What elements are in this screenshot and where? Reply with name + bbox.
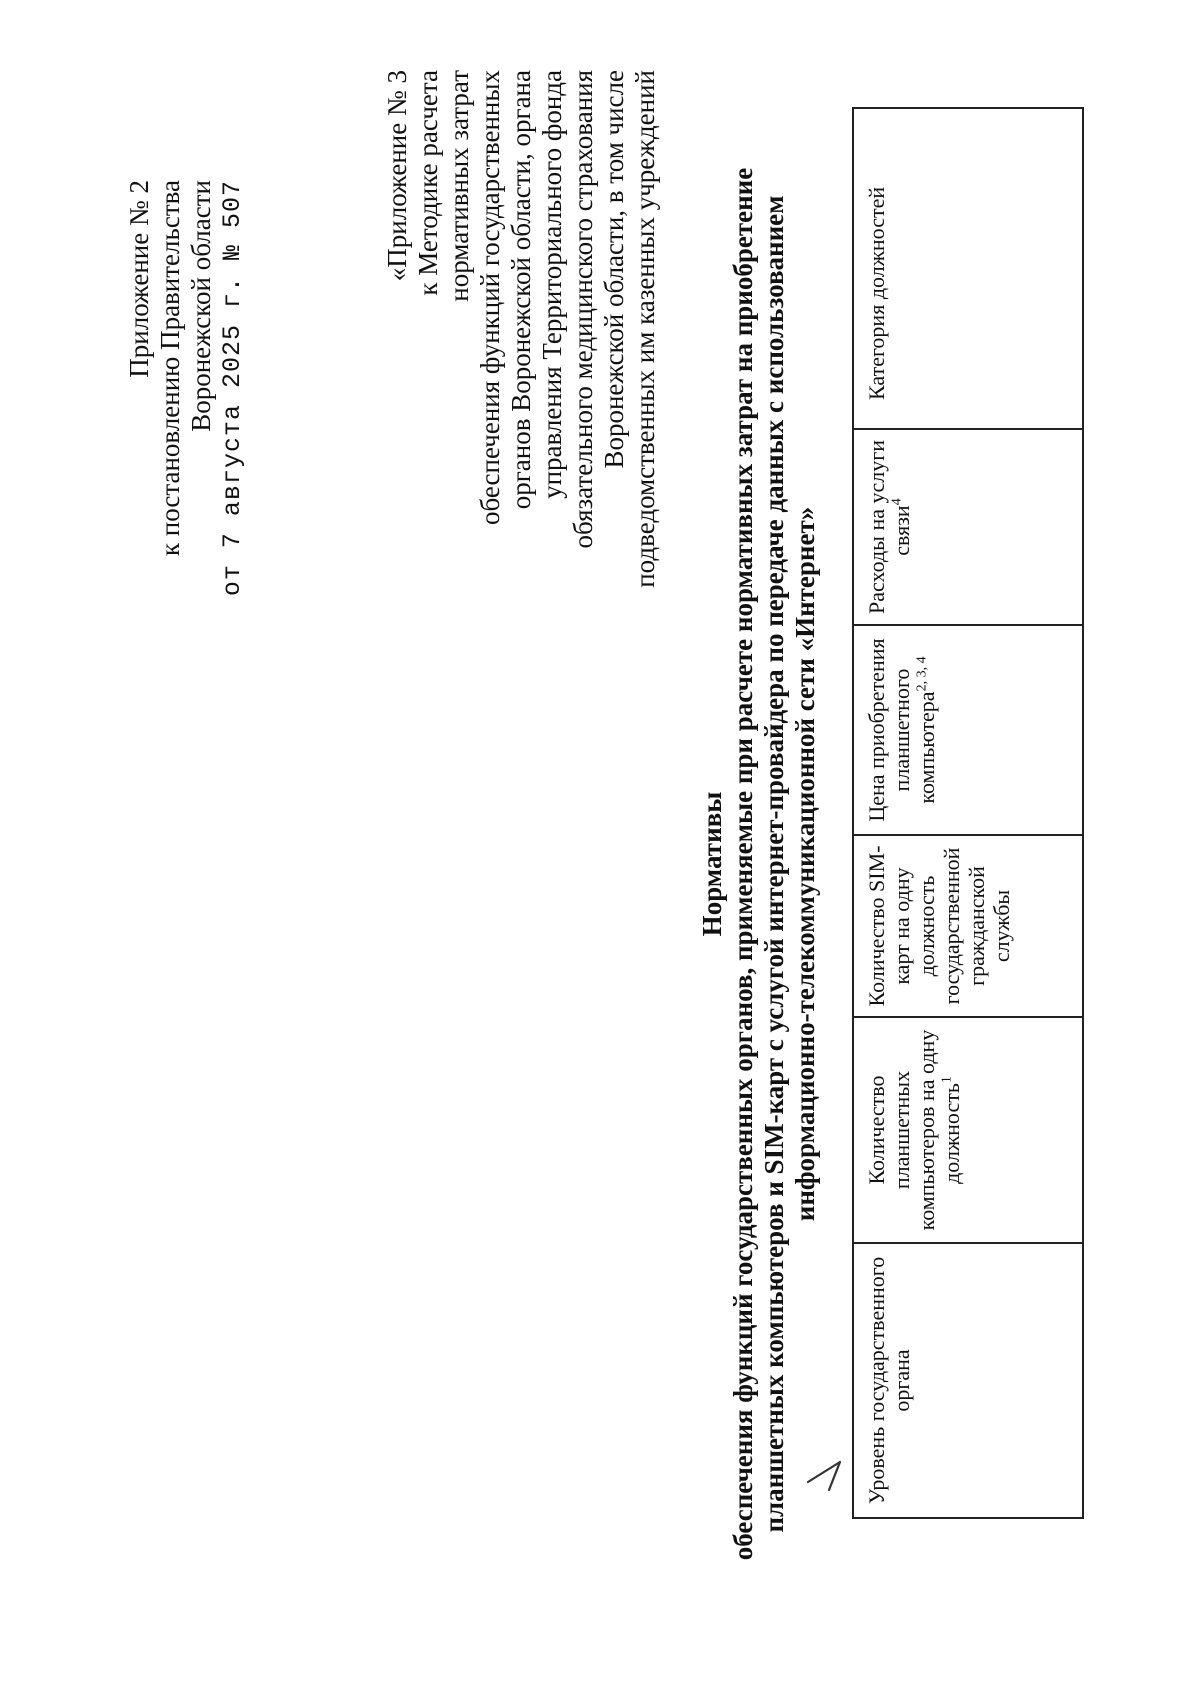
appendix-header <box>124 180 248 880</box>
appendix-region: Воронежской области <box>186 180 216 432</box>
methodology-line: обеспечения функций государственных <box>475 70 505 526</box>
methodology-line: Воронежской области, в том числе <box>599 70 629 469</box>
table-header-row <box>853 108 1083 1518</box>
header-cell-level: Уровень государственного органа <box>853 1243 1083 1518</box>
check-mark-icon <box>803 1432 843 1492</box>
header-cell-sim-count: Количество SIM-карт на одну должность государственной гражданской службы <box>853 835 1083 1017</box>
header-cell-tablet-price: Цена приобретения планшетного компьютера$^{2, 3, 4}$ <box>853 625 1083 835</box>
methodology-line: к Методике расчета <box>413 70 443 296</box>
header-cell-communication-costs: Расходы на услуги связи$^4$ <box>853 429 1083 625</box>
methodology-line: управления Территориального фонда <box>537 70 567 499</box>
appendix-decree: к постановлению Правительства <box>155 180 185 557</box>
title-line: информационно-телекоммуникационной сети «Интернет» <box>790 506 820 1222</box>
document-title <box>697 84 821 1644</box>
title-heading: Нормативы <box>697 791 727 937</box>
appendix-number: Приложение № 2 <box>124 180 154 378</box>
methodology-reference <box>382 70 661 930</box>
title-line: планшетных компьютеров и SIM-карт с услугой интернет-провайдера по передаче данных с использованием <box>759 195 789 1533</box>
title-line: обеспечения функций государственных органов, применяемые при расчете нормативных затрат на приобретение <box>728 167 758 1561</box>
appendix-date: от 7 августа 2025 г. № 507 <box>218 180 247 597</box>
norms-table <box>852 107 1084 1519</box>
methodology-line: нормативных затрат <box>444 70 474 302</box>
methodology-line: обязательного медицинского страхования <box>568 70 598 549</box>
header-cell-tablets-count: Количество планшетных компьютеров на одну должность$^1$ <box>853 1017 1083 1243</box>
methodology-line: органов Воронежской области, органа <box>506 70 536 510</box>
methodology-line: «Приложение № 3 <box>382 70 412 282</box>
methodology-line: подведомственных им казенных учреждений <box>630 70 660 588</box>
header-cell-position-category: Категория должностей <box>853 108 1083 429</box>
